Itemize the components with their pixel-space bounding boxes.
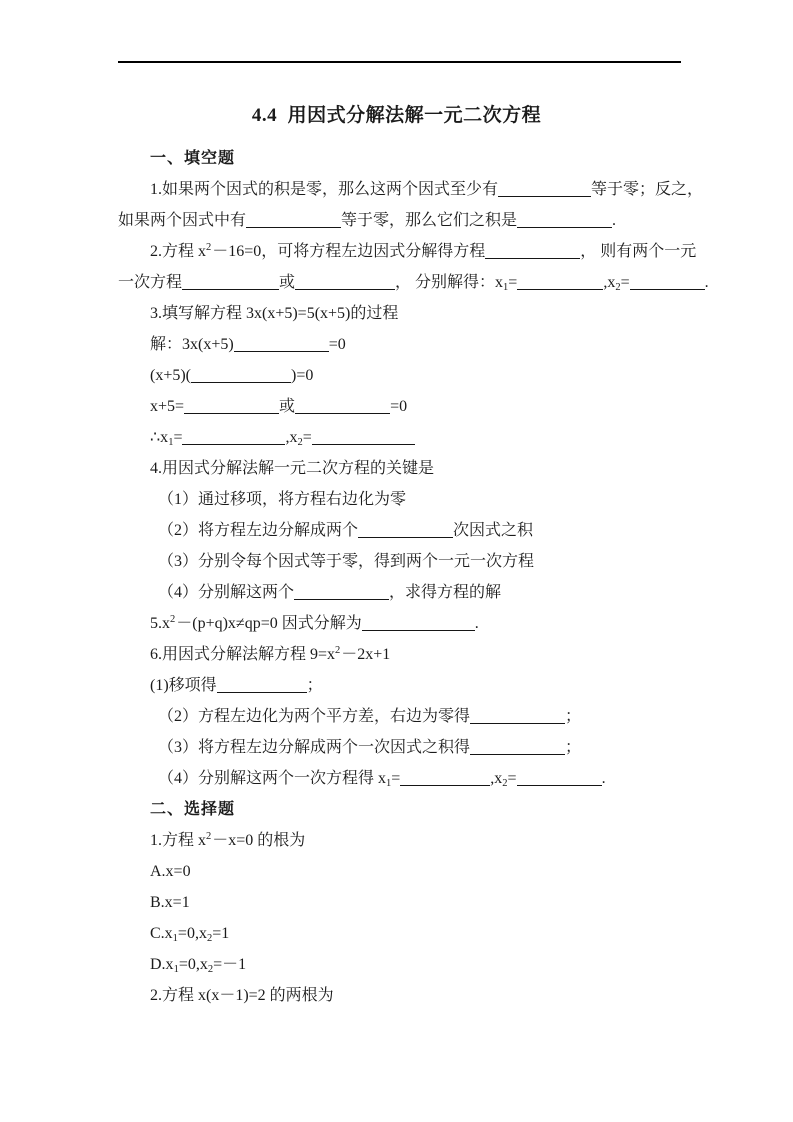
superscript: 2: [206, 242, 212, 253]
text-run: （4）分别解这两个: [158, 584, 295, 601]
text-run: （3）分别令每个因式等于零，得到两个一元一次方程: [158, 553, 535, 570]
text-run: （2）将方程左边分解成两个: [158, 522, 359, 539]
text-run: ,x: [490, 770, 503, 787]
fill-in-blank: [470, 739, 565, 755]
header-rule: [118, 61, 681, 63]
text-run: ；: [306, 677, 323, 694]
document-line: [118, 825, 718, 856]
text-run: ， 则有两个一元: [580, 243, 697, 260]
text-run: ,x: [603, 274, 616, 291]
subscript: 1: [168, 437, 174, 448]
fill-in-blank: [470, 708, 565, 724]
subscript: 2: [206, 933, 213, 944]
text-run: ， 分别解得：x: [395, 274, 504, 291]
text-run: 解：3x(x+5): [150, 336, 234, 353]
document-line: [118, 608, 718, 639]
text-run: 或: [279, 274, 296, 291]
document-line: [118, 577, 718, 608]
fill-in-blank: [362, 615, 475, 631]
text-run: =－1: [213, 956, 247, 973]
text-run: .: [601, 770, 606, 787]
text-run: 等于零，那么它们之积是: [341, 212, 518, 229]
fill-in-blank: [182, 274, 279, 290]
worksheet-title: 4.4 用因式分解法解一元二次方程: [251, 105, 542, 126]
text-run: 次因式之积: [453, 522, 534, 539]
text-run: 2.方程 x(x－1)=2 的两根为: [150, 987, 334, 1004]
fill-in-blank: [184, 398, 279, 414]
document-line: [118, 205, 718, 236]
text-run: .: [704, 274, 709, 291]
text-run: 6.用因式分解法解方程 9=x: [150, 646, 336, 663]
fill-in-blank: [217, 677, 307, 693]
text-run: 3.填写解方程 3x(x+5)=5(x+5)的过程: [150, 305, 399, 322]
text-run: 一、填空题: [150, 150, 236, 167]
text-run: .: [612, 212, 617, 229]
text-run: －x=0 的根为: [212, 832, 306, 849]
text-run: =: [508, 274, 518, 291]
document-line: [118, 515, 718, 546]
fill-in-blank: [295, 398, 390, 414]
fill-in-blank: [246, 212, 341, 228]
fill-in-blank: [498, 181, 591, 197]
document-line: [118, 298, 718, 329]
text-run: 1.方程 x: [150, 832, 207, 849]
subscript: 1: [386, 778, 392, 789]
document-line: [118, 174, 718, 205]
fill-in-blank: [234, 336, 329, 352]
document-line: [118, 453, 718, 484]
fill-in-blank: [182, 429, 285, 445]
text-run: －16=0，可将方程左边因式分解得方程: [212, 243, 486, 260]
text-run: ,x: [285, 429, 298, 446]
fill-in-blank: [191, 367, 291, 383]
text-run: （2）方程左边化为两个平方差，右边为零得: [158, 708, 471, 725]
text-run: (1)移项得: [150, 677, 217, 694]
document-line: [118, 360, 718, 391]
fill-in-blank: [295, 274, 395, 290]
text-run: （1）通过移项，将方程右边化为零: [158, 491, 407, 508]
text-run: 2.方程 x: [150, 243, 207, 260]
document-line: [118, 143, 718, 174]
document-line: [118, 701, 718, 732]
subscript: 2: [615, 282, 621, 293]
superscript: 2: [335, 645, 341, 656]
document-line: [118, 856, 718, 887]
document-line: [118, 949, 718, 980]
document-line: [118, 670, 718, 701]
text-run: ；: [565, 739, 582, 756]
text-run: D.x: [150, 956, 174, 973]
text-run: A.x=0: [150, 863, 191, 880]
fill-in-blank: [517, 770, 602, 786]
text-run: （3）将方程左边分解成两个一次因式之积得: [158, 739, 471, 756]
document-line: [118, 918, 718, 949]
document-line: [118, 887, 718, 918]
text-run: 如果两个因式中有: [118, 212, 247, 229]
fill-in-blank: [312, 429, 415, 445]
text-run: C.x: [150, 925, 173, 942]
document-line: [118, 422, 718, 453]
text-run: ；: [565, 708, 582, 725]
document-line: [118, 236, 718, 267]
text-run: －(p+q)x≠qp=0 因式分解为: [176, 615, 362, 632]
text-run: =0,x: [178, 956, 208, 973]
superscript: 2: [170, 614, 176, 625]
fill-in-blank: [517, 212, 612, 228]
fill-in-blank: [358, 522, 453, 538]
text-run: (x+5)(: [150, 367, 192, 384]
subscript: 2: [502, 778, 508, 789]
document-line: [118, 639, 718, 670]
text-run: .: [474, 615, 479, 632]
document-line: [118, 267, 718, 298]
text-run: B.x=1: [150, 894, 190, 911]
text-run: ∴x: [150, 429, 169, 446]
text-run: 5.x: [150, 615, 170, 632]
text-run: =: [620, 274, 630, 291]
text-run: （4）分别解这两个一次方程得 x: [158, 770, 387, 787]
subscript: 1: [503, 282, 509, 293]
document-line: [118, 329, 718, 360]
fill-in-blank: [630, 274, 705, 290]
fill-in-blank: [294, 584, 389, 600]
text-run: 或: [279, 398, 296, 415]
text-run: －2x+1: [341, 646, 391, 663]
document-line: [118, 794, 718, 825]
subscript: 2: [297, 437, 303, 448]
subscript: 2: [207, 964, 214, 975]
text-run: x+5=: [150, 398, 185, 415]
text-run: ，求得方程的解: [389, 584, 502, 601]
text-run: =0: [328, 336, 346, 353]
document-line: [118, 732, 718, 763]
text-run: )=0: [291, 367, 314, 384]
document-line: [118, 391, 718, 422]
text-run: 一次方程: [118, 274, 183, 291]
fill-in-blank: [400, 770, 490, 786]
fill-in-blank: [517, 274, 603, 290]
subscript: 1: [172, 933, 178, 944]
text-run: =: [302, 429, 312, 446]
text-run: 等于零；反之，: [591, 181, 704, 198]
document-line: [118, 484, 718, 515]
text-run: =: [507, 770, 517, 787]
text-run: 1.如果两个因式的积是零，那么这两个因式至少有: [150, 181, 499, 198]
superscript: 2: [206, 831, 212, 842]
fill-in-blank: [485, 243, 580, 259]
text-run: =0: [390, 398, 408, 415]
document-line: [118, 980, 718, 1011]
subscript: 1: [173, 964, 179, 975]
document-line: [118, 763, 718, 794]
document-body: [118, 143, 718, 1011]
text-run: =: [391, 770, 401, 787]
text-run: 二、选择题: [150, 801, 236, 818]
text-run: 4.用因式分解法解一元二次方程的关键是: [150, 460, 435, 477]
document-line: [118, 546, 718, 577]
text-run: =0,x: [177, 925, 207, 942]
text-run: =1: [212, 925, 230, 942]
text-run: =: [173, 429, 183, 446]
